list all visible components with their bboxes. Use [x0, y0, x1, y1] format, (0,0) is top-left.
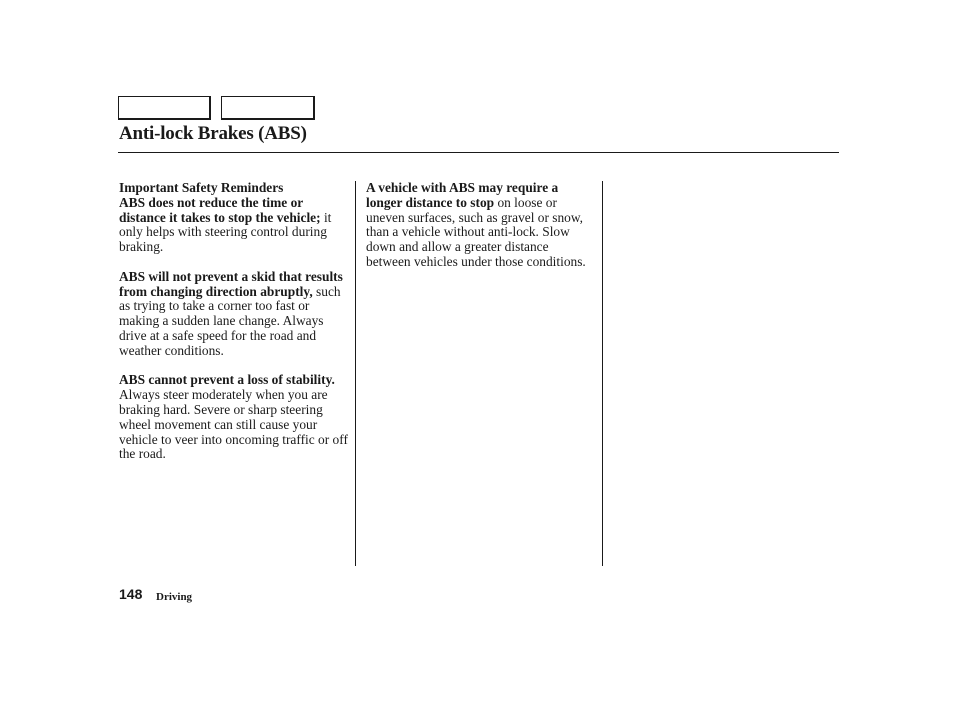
column-divider-1: [355, 181, 356, 566]
body-text: such as trying to take a corner too fast or making a sudden lane change. Always drive at a safe speed for the road and weather conditions.: [119, 283, 341, 358]
page-title: Anti-lock Brakes (ABS): [119, 123, 307, 144]
emphasis-text: ABS will not prevent a skid that results from changing direction abruptly,: [119, 268, 343, 299]
page-number: 148: [119, 586, 143, 602]
section-heading: Important Safety Reminders: [119, 180, 284, 195]
body-text: on loose or uneven surfaces, such as gravel or snow, than a vehicle without anti-lock. Slow down and allow a greater distance between vehicles under those conditions.: [366, 194, 586, 269]
section-label: Driving: [156, 591, 193, 603]
title-rule: [118, 152, 839, 153]
header-tab-box-2: [221, 96, 315, 120]
paragraph-stopping-distance: [366, 181, 596, 270]
text-column-1: [119, 181, 349, 477]
column-divider-2: [602, 181, 603, 566]
paragraph-skid: [119, 270, 349, 359]
text-column-2: [366, 181, 596, 285]
body-text: it only helps with steering control during braking.: [119, 209, 332, 255]
emphasis-text: A vehicle with ABS may require a longer distance to stop: [366, 180, 559, 210]
emphasis-text: ABS cannot prevent a loss of stability.: [119, 372, 335, 388]
paragraph-safety-reminders: [119, 181, 349, 255]
body-text: Always steer moderately when you are braking hard. Severe or sharp steering wheel movement can still cause your vehicle to veer into oncoming traffic or off the road.: [119, 387, 348, 462]
header-tab-box-1: [118, 96, 211, 120]
paragraph-stability: [119, 373, 349, 462]
emphasis-text: ABS does not reduce the time or distance it takes to stop the vehicle;: [119, 194, 321, 225]
